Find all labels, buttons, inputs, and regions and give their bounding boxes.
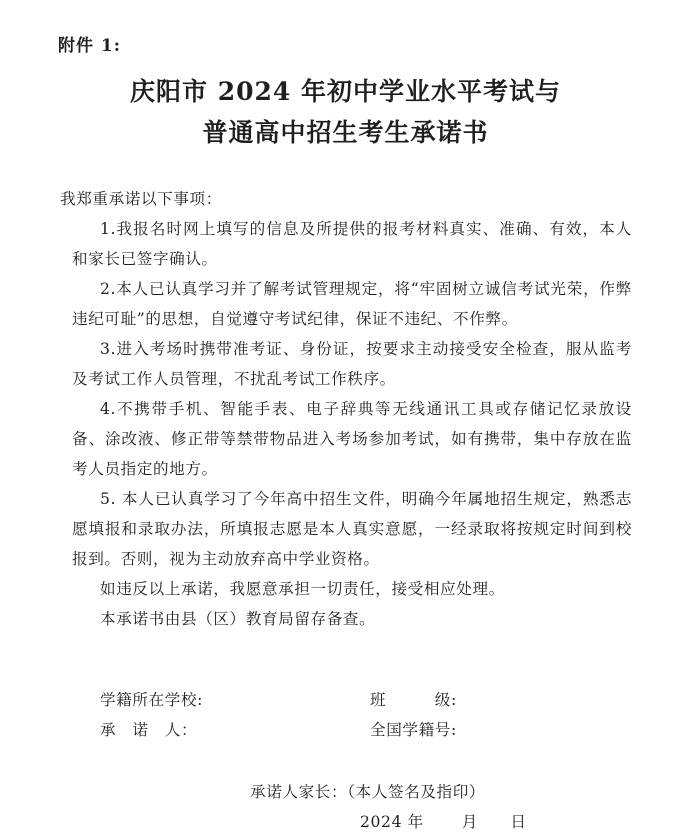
student-id-field-label: 全国学籍号: (370, 721, 457, 739)
class-field-label: 班 级: (370, 691, 457, 709)
signature-date-line: 2024 年 月 日 (360, 813, 527, 831)
archive-statement: 本承诺书由县（区）教育局留存备查。 (100, 610, 376, 628)
document-title-line2: 普通高中招生考生承诺书 (202, 118, 489, 147)
commitment-item-3: 3.进入考场时携带准考证、身份证，按要求主动接受安全检查，服从监考及考试工作人员管理，不扰乱考试工作秩序。 (72, 340, 632, 388)
violation-statement: 如违反以上承诺，我愿意承担一切责任，接受相应处理。 (100, 580, 505, 598)
attachment-label: 附件 1: (58, 36, 122, 56)
commitment-lead: 我郑重承诺以下事项： (60, 190, 222, 208)
commitment-item-2: 2.本人已认真学习并了解考试管理规定，将“牢固树立诚信考试光荣，作弊违纪可耻”的思想，自觉遵守考试纪律，保证不违纪、不作弊。 (72, 280, 632, 328)
parent-signature-label: 承诺人家长：（本人签名及指印） (250, 783, 486, 801)
commitment-list (72, 214, 632, 634)
promiser-field-label: 承 诺 人： (100, 721, 198, 739)
document-title-line1: 庆阳市 2024 年初中学业水平考试与 (130, 77, 561, 106)
commitment-item-4: 4.不携带手机、智能手表、电子辞典等无线通讯工具或存储记忆录放设备、涂改液、修正带等禁带物品进入考场参加考试，如有携带，集中存放在监考人员指定的地方。 (72, 400, 632, 478)
commitment-item-5: 5. 本人已认真学习了今年高中招生文件，明确今年属地招生规定，熟悉志愿填报和录取办法，所填报志愿是本人真实意愿，一经录取将按规定时间到校报到。否则，视为主动放弃高中学业资格。 (72, 490, 632, 568)
commitment-item-1: 1.我报名时网上填写的信息及所提供的报考材料真实、准确、有效，本人和家长已签字确认。 (72, 220, 632, 268)
school-field-label: 学籍所在学校: (100, 691, 204, 709)
